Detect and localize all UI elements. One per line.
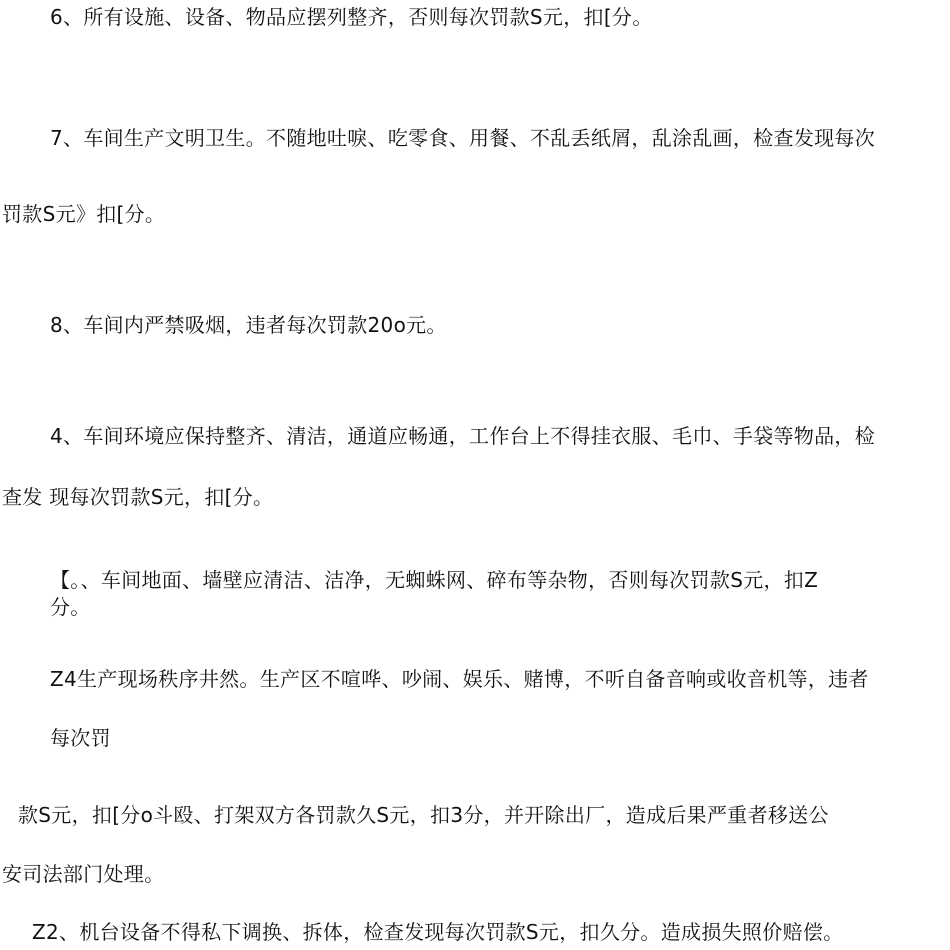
rule-14-line-3: 款S元，扣[分o斗殴、打架双方各罚款久S元，扣3分，并开除出厂，造成后果严重者移送公	[18, 803, 829, 827]
rule-7-line-2: 罚款S元》扣[分。	[2, 202, 166, 226]
rule-10-line-1: 【。、车间地面、墙壁应清洁、洁净，无蜘蛛网、碎布等杂物，否则每次罚款S元，扣Z	[50, 568, 819, 592]
rule-12-line: Z2、机台设备不得私下调换、拆体，检查发现每次罚款S元，扣久分。造成损失照价赔偿。	[32, 920, 844, 944]
rule-7-line-1: 7、车间生产文明卫生。不随地吐唳、吃零食、用餐、不乱丢纸屑，乱涂乱画，检查发现每次	[50, 126, 876, 150]
rule-4-line-2: 查发 现每次罚款S元，扣[分。	[2, 485, 274, 509]
rule-8-line: 8、车间内严禁吸烟，违者每次罚款20o元。	[50, 313, 447, 337]
rule-14-line-4: 安司法部门处理。	[2, 862, 165, 886]
rule-6-line: 6、所有设施、设备、物品应摆列整齐，否则每次罚款S元，扣[分。	[50, 5, 653, 29]
rule-14-line-1: Z4生产现场秩序井然。生产区不喧哗、吵闹、娱乐、赌博，不听自备音响或收音机等，违者	[50, 667, 869, 691]
rule-10-line-2: 分。	[50, 595, 91, 619]
rule-14-line-2: 每次罚	[50, 726, 111, 750]
rule-4-line-1: 4、车间环境应保持整齐、清洁，通道应畅通，工作台上不得挂衣服、毛巾、手袋等物品，检	[50, 424, 876, 448]
